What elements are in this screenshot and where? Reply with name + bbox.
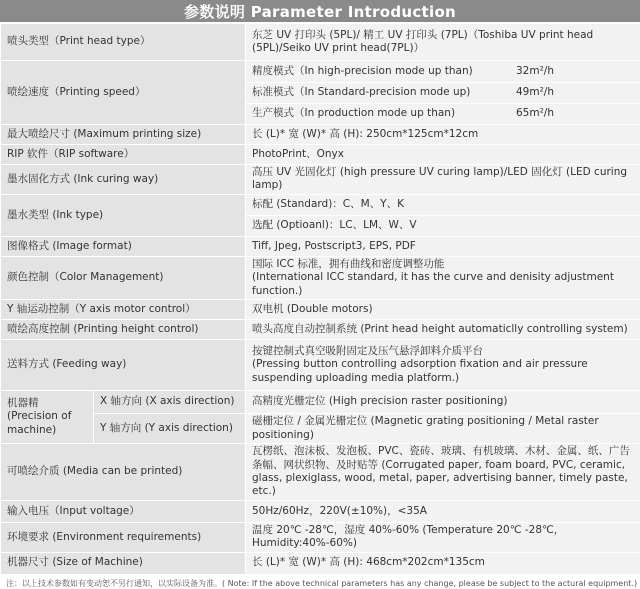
machine-size-label: 机器尺寸 (Size of Machine): [1, 552, 246, 574]
color-mgmt-label: 颜色控制（Color Management): [1, 256, 246, 299]
media-value: 瓦楞纸、泡沫板、发泡板、PVC、瓷砖、玻璃、有机玻璃、木材、金属、纸、广告条幅、网状织物、及时贴等 (Corrugated paper, foam board, PVC, ceramic, glass, plexiglass, wood, metal, paper, advertising banner, timely paste, etc.): [246, 444, 640, 501]
y-axis-direction-label: Y 轴方向 (Y axis direction): [94, 414, 246, 444]
speed-mode: 生产模式（In production mode up than): [252, 107, 516, 120]
ink-type-label: 墨水类型 (Ink type): [1, 194, 246, 236]
color-mgmt-line: (International ICC standard, it has the curve and denisity adjustment function.): [252, 271, 634, 298]
curing-label: 墨水固化方式 (Ink curing way): [1, 165, 246, 195]
print-head-value: 东芝 UV 打印头 (5PL)/ 精工 UV 打印头 (7PL)（Toshiba UV print head (5PL)/Seiko UV print head(7PL)）: [246, 24, 640, 61]
color-mgmt-line: 国际 ICC 标准，拥有曲线和密度调整功能: [252, 258, 634, 271]
table-row: [1, 300, 640, 320]
table-row: [1, 500, 640, 522]
parameter-table: [0, 23, 640, 575]
page-title: 参数说明 Parameter Introduction: [0, 0, 640, 23]
speed-row: [246, 83, 640, 104]
speed-value: 65m²/h: [516, 107, 634, 120]
footnote: 注：以上技术参数如有变动恕不另行通知，以实际设备为准。( Note: If the above technical parameters has any change, please be subject to the actural equipment.): [0, 575, 640, 589]
y-axis-direction-value: 磁栅定位 / 金属光栅定位 (Magnetic grating positioning / Metal raster positioning): [246, 414, 640, 444]
table-row: [1, 444, 640, 501]
table-row: [1, 236, 640, 256]
ink-standard-value: 标配 (Standard)：C、M、Y、K: [246, 194, 640, 215]
table-row: [1, 522, 640, 552]
ink-optional-value: 选配 (Optioanl)：LC、LM、W、V: [246, 215, 640, 236]
voltage-label: 输入电压（Input voltage）: [1, 500, 246, 522]
table-row: [1, 320, 640, 340]
speed-row: [246, 104, 640, 125]
precision-label: 机器精 (Precision of machine): [1, 391, 94, 444]
table-row: [1, 125, 640, 145]
table-row: [1, 194, 640, 215]
rip-value: PhotoPrint、Onyx: [246, 145, 640, 165]
color-mgmt-value: [246, 256, 640, 299]
printing-speed-label: 喷绘速度（Printing speed）: [1, 61, 246, 125]
x-axis-direction-label: X 轴方向 (X axis direction): [94, 391, 246, 414]
height-ctrl-value: 喷头高度自动控制系统 (Print head height automaticlly controlling system): [246, 320, 640, 340]
speed-value: 32m²/h: [516, 65, 634, 78]
table-row: [1, 145, 640, 165]
height-ctrl-label: 喷绘高度控制 (Printing height control): [1, 320, 246, 340]
table-row: [1, 24, 640, 61]
max-size-value: 长 (L)* 宽 (W)* 高 (H): 250cm*125cm*12cm: [246, 125, 640, 145]
y-axis-value: 双电机 (Double motors): [246, 300, 640, 320]
speed-mode: 标准模式（In Standard-precision mode up): [252, 86, 516, 99]
table-row: [1, 256, 640, 299]
table-row: [1, 391, 640, 414]
table-row: [1, 340, 640, 391]
max-size-label: 最大喷绘尺寸 (Maximum printing size): [1, 125, 246, 145]
table-row: [1, 165, 640, 195]
voltage-value: 50Hz/60Hz，220V(±10%)，<35A: [246, 500, 640, 522]
table-row: [1, 552, 640, 574]
table-row: [1, 61, 640, 83]
feeding-label: 送料方式 (Feeding way): [1, 340, 246, 391]
speed-value: 49m²/h: [516, 86, 634, 99]
feeding-line: (Pressing button controlling adsorption fixation and air pressure suspending uploading media platform.): [252, 358, 634, 385]
curing-value: 高压 UV 光固化灯 (high pressure UV curing lamp)/LED 固化灯 (LED curing lamp): [246, 165, 640, 195]
rip-label: RIP 软件（RIP software）: [1, 145, 246, 165]
y-axis-label: Y 轴运动控制（Y axis motor control）: [1, 300, 246, 320]
image-format-label: 图像格式 (Image format): [1, 236, 246, 256]
x-axis-direction-value: 高精度光栅定位 (High precision raster positioning): [246, 391, 640, 414]
table-row: [1, 414, 640, 444]
print-head-label: 喷头类型（Print head type）: [1, 24, 246, 61]
feeding-line: 按键控制式真空吸附固定及压气悬浮卸料介质平台: [252, 345, 634, 358]
feeding-value: [246, 340, 640, 391]
environment-label: 环境要求 (Environment requirements): [1, 522, 246, 552]
media-label: 可喷绘介质 (Media can be printed): [1, 444, 246, 501]
image-format-value: Tiff, Jpeg, Postscript3, EPS, PDF: [246, 236, 640, 256]
speed-row: [246, 61, 640, 83]
environment-value: 温度 20℃ -28℃，湿度 40%-60% (Temperature 20℃ -28℃，Humidity:40%-60%): [246, 522, 640, 552]
machine-size-value: 长 (L)* 宽 (W)* 高 (H): 468cm*202cm*135cm: [246, 552, 640, 574]
speed-mode: 精度模式（In high-precision mode up than): [252, 65, 516, 78]
